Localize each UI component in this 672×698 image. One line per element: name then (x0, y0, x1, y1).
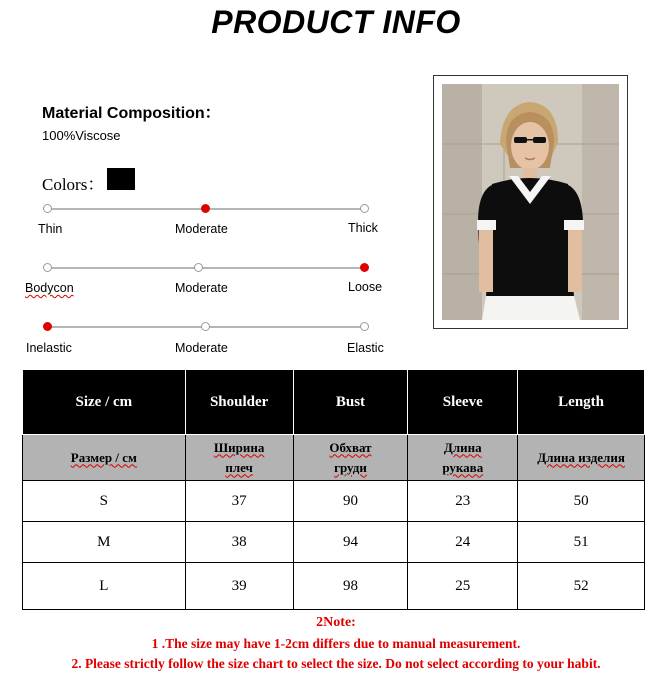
table-row (23, 522, 645, 563)
page-title: PRODUCT INFO (211, 4, 461, 40)
cell-shoulder: 39 (185, 563, 293, 610)
table-header-row (23, 370, 645, 435)
cell-bust: 90 (293, 481, 408, 522)
cell-bust: 94 (293, 522, 408, 563)
scale-dot-right (360, 204, 369, 213)
header-sleeve: Sleeve (408, 370, 518, 435)
scale-label-thick: Thick (348, 221, 378, 235)
scale-dot-left (43, 263, 52, 272)
header-ru-size: Размер / см (23, 435, 186, 481)
scale-track (48, 267, 365, 269)
cell-sleeve: 23 (408, 481, 518, 522)
scale-dot-middle (194, 263, 203, 272)
scale-dot-middle (201, 322, 210, 331)
cell-shoulder: 37 (185, 481, 293, 522)
note-line-1: 1 .The size may have 1-2cm differs due to manual measurement. (151, 636, 521, 651)
cell-shoulder: 38 (185, 522, 293, 563)
table-header-row-russian (23, 435, 645, 481)
note-heading: 2Note: (316, 615, 356, 630)
scale-label-thin: Thin (38, 222, 63, 236)
scale-dot-right (360, 322, 369, 331)
scale-label-moderate: Moderate (175, 281, 228, 295)
header-ru-length: Длина изделия (518, 435, 645, 481)
scale-label-bodycon: Bodycon (25, 281, 74, 295)
material-value: 100%Viscose (42, 128, 121, 143)
header-shoulder: Shoulder (185, 370, 293, 435)
cell-size: M (23, 522, 186, 563)
header-size: Size / cm (23, 370, 186, 435)
header-ru-bust: Обхват груди (293, 435, 408, 481)
cell-sleeve: 25 (408, 563, 518, 610)
color-swatch-black (107, 168, 135, 190)
scale-label-moderate: Moderate (175, 341, 228, 355)
cell-length: 50 (518, 481, 645, 522)
scale-label-loose: Loose (348, 280, 383, 294)
scale-label-moderate: Moderate (175, 222, 228, 236)
header-ru-shoulder: Ширина плеч (185, 435, 293, 481)
header-ru-sleeve: Длина рукава (408, 435, 518, 481)
scale-dot-middle-selected (201, 204, 210, 213)
note-line-2: 2. Please strictly follow the size chart to select the size. Do not select according to your habit. (71, 656, 601, 671)
table-row (23, 563, 645, 610)
header-bust: Bust (293, 370, 408, 435)
size-table (22, 369, 645, 610)
cell-size: S (23, 481, 186, 522)
scale-dot-left (43, 204, 52, 213)
cell-sleeve: 24 (408, 522, 518, 563)
header-length: Length (518, 370, 645, 435)
product-photo-frame (433, 75, 628, 329)
colors-label: Colors： (42, 175, 105, 194)
cell-bust: 98 (293, 563, 408, 610)
cell-size: L (23, 563, 186, 610)
scale-label-elastic: Elastic (347, 341, 384, 355)
cell-length: 51 (518, 522, 645, 563)
scale-dot-left-selected (43, 322, 52, 331)
table-row (23, 481, 645, 522)
product-photo (442, 84, 619, 320)
scale-dot-right-selected (360, 263, 369, 272)
material-label: Material Composition： (42, 105, 221, 122)
cell-length: 52 (518, 563, 645, 610)
scale-label-inelastic: Inelastic (26, 341, 72, 355)
